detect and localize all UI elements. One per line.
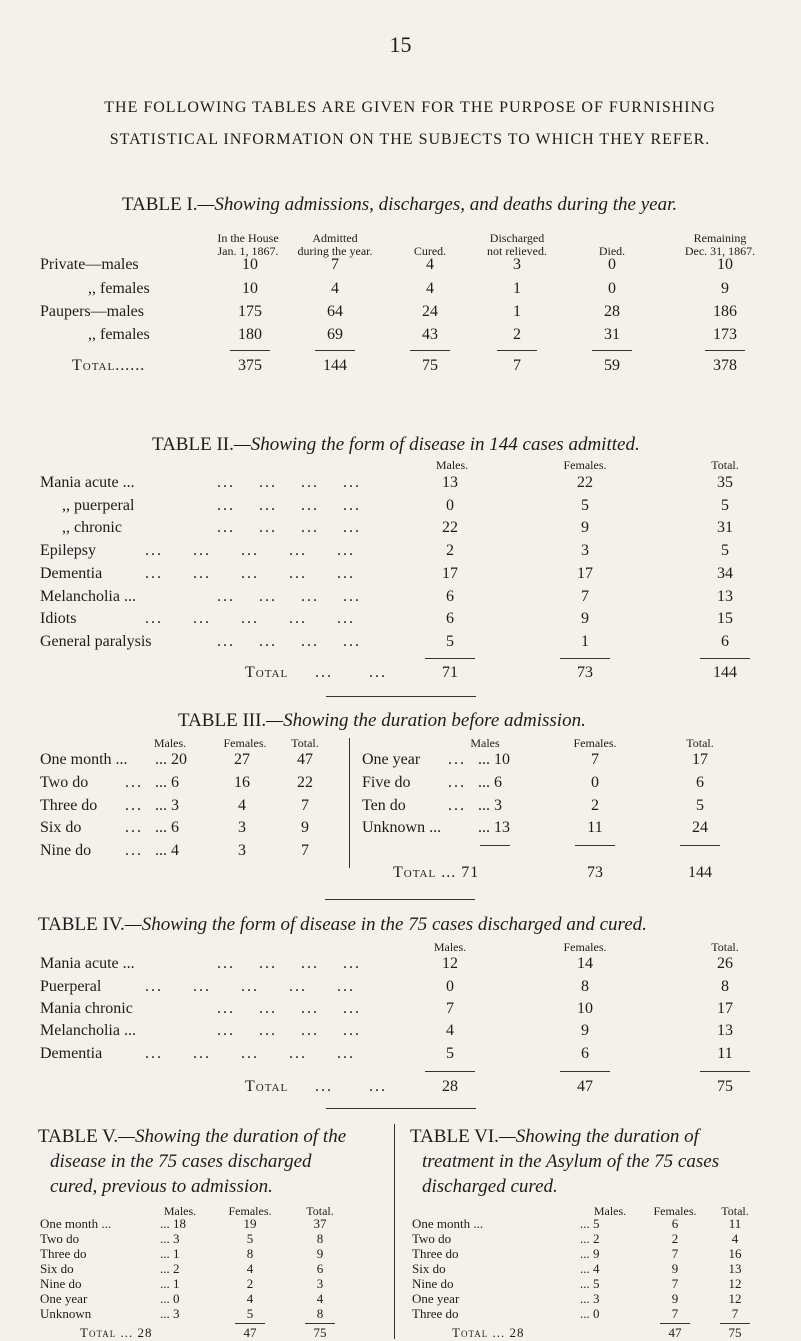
- total-value: 4: [731, 1231, 739, 1246]
- males-value: ... 3: [580, 1291, 600, 1306]
- females-value: 19: [243, 1216, 257, 1231]
- row-label: One year: [40, 1291, 88, 1306]
- sum-rule: [592, 350, 632, 351]
- t5-header-females: Females.: [228, 1204, 272, 1218]
- males-value: ... 3: [160, 1306, 180, 1321]
- total-value: 6: [316, 1261, 324, 1276]
- total-row: Total...... 375 144 75 7 59 378: [72, 357, 737, 374]
- table-row: General paralysis ... ... ... ... 5 1 6: [40, 633, 729, 650]
- sum-rule: [305, 1323, 335, 1324]
- total-value: 12: [728, 1291, 742, 1306]
- total-label: Total ... 28: [80, 1325, 153, 1340]
- sum-rule: [497, 350, 537, 351]
- sum-rule: [235, 1323, 265, 1324]
- females-value: 9: [671, 1291, 679, 1306]
- females-value: 2: [671, 1231, 679, 1246]
- table-row: Mania acute ... ... ... ... ... 12 14 26: [40, 955, 733, 972]
- males-value: ... 1: [160, 1246, 180, 1261]
- females-value: 2: [246, 1276, 254, 1291]
- females-value: 7: [671, 1306, 679, 1321]
- males-value: ... 0: [580, 1306, 600, 1321]
- t1-header-cured: Cured.: [413, 244, 447, 258]
- t2-header-total: Total.: [711, 458, 739, 472]
- table-row: ,, chronic ... ... ... ... 22 9 31: [62, 519, 733, 536]
- females-total: 47: [243, 1325, 257, 1340]
- table-row: ,, females 180 69 43 2 31 173: [88, 326, 737, 343]
- table-row: [0, 1231, 801, 1246]
- section-divider: [326, 696, 476, 697]
- table3-title: TABLE III.—Showing the duration before admission.: [178, 710, 586, 731]
- row-label: Three do: [412, 1246, 459, 1261]
- page-number: 15: [389, 32, 412, 57]
- total-value: 8: [316, 1306, 324, 1321]
- males-value: ... 5: [580, 1276, 600, 1291]
- females-value: 7: [671, 1246, 679, 1261]
- row-label: Six do: [412, 1261, 446, 1276]
- row-label: Two do: [40, 1231, 80, 1246]
- males-value: ... 2: [580, 1231, 600, 1246]
- table6-title: TABLE VI.—Showing the duration of treatment in the Asylum of the 75 cases discharged cured.: [410, 1126, 720, 1197]
- t1-header-discharged: Discharged not relieved.: [487, 231, 547, 258]
- t2-header-males: Males.: [435, 458, 469, 472]
- females-value: 9: [671, 1261, 679, 1276]
- grand-total: 75: [313, 1325, 327, 1340]
- females-total: 47: [668, 1325, 682, 1340]
- row-label: Unknown: [40, 1306, 92, 1321]
- t6-header-total: Total.: [721, 1204, 749, 1218]
- table-row: Private—males 10 7 4 3 0 10: [40, 256, 733, 273]
- sum-rule: [315, 350, 355, 351]
- total-label: Total ... 28: [452, 1325, 525, 1340]
- males-value: ... 3: [160, 1231, 180, 1246]
- table-row: Epilepsy ... ... ... ... ... 2 3 5: [40, 542, 729, 559]
- table-row: Nine do ... ... 4 3 7: [40, 842, 309, 859]
- sum-rule: [700, 1071, 750, 1072]
- t4-header-males: Males.: [433, 940, 467, 954]
- males-value: ... 4: [580, 1261, 600, 1276]
- sum-rule: [425, 658, 475, 659]
- table-row: [0, 1276, 801, 1291]
- males-value: ... 9: [580, 1246, 600, 1261]
- sum-rule: [410, 350, 450, 351]
- t6-header-males: Males.: [593, 1204, 627, 1218]
- t6-header-females: Females.: [653, 1204, 697, 1218]
- total-row: Total ... ... 71 73 144: [245, 664, 737, 681]
- table-row: [0, 1246, 801, 1261]
- table-row: ,, puerperal ... ... ... ... 0 5 5: [62, 497, 729, 514]
- t4-header-total: Total.: [711, 940, 739, 954]
- total-row: Total ... ... 28 47 75: [245, 1078, 733, 1095]
- row-label: Three do: [40, 1246, 87, 1261]
- intro-text: [40, 92, 780, 156]
- section-divider: [326, 1108, 476, 1109]
- sum-rule: [480, 845, 510, 846]
- males-value: ... 1: [160, 1276, 180, 1291]
- males-value: ... 0: [160, 1291, 180, 1306]
- table-row: Melancholia ... ... ... ... ... 6 7 13: [40, 588, 733, 605]
- table4-title: TABLE IV.—Showing the form of disease in the 75 cases discharged and cured.: [38, 914, 647, 935]
- row-label: Two do: [412, 1231, 452, 1246]
- table1-caption: —Showing admissions, discharges, and deaths during the year.: [197, 194, 678, 215]
- sum-rule: [660, 1323, 690, 1324]
- t3-header-total: Total.: [291, 736, 319, 750]
- table-row: Three do ... ... 3 4 7 Ten do ... ... 3 2 5: [40, 797, 704, 814]
- total-value: 7: [731, 1306, 739, 1321]
- row-label: Six do: [40, 1261, 74, 1276]
- row-label: One month ...: [40, 1216, 112, 1231]
- row-label: Nine do: [412, 1276, 454, 1291]
- total-value: 13: [728, 1261, 742, 1276]
- total-value: 4: [316, 1291, 324, 1306]
- t3-header-females-right: Females.: [573, 736, 617, 750]
- table-row: One month ... ... 20 27 47 One year ... ... 10 7 17: [40, 751, 708, 768]
- females-value: 5: [246, 1306, 254, 1321]
- total-row: Total ... 71 73 144: [393, 864, 712, 881]
- sum-rule: [700, 658, 750, 659]
- table-row: [0, 1261, 801, 1276]
- table-row: Idiots ... ... ... ... ... 6 9 15: [40, 610, 733, 627]
- grand-total: 75: [728, 1325, 742, 1340]
- intro-line-1: THE FOLLOWING TABLES ARE GIVEN FOR THE PURPOSE OF FURNISHING: [104, 99, 716, 116]
- total-value: 16: [728, 1246, 742, 1261]
- females-value: 4: [246, 1261, 254, 1276]
- table-row: Six do ... ... 6 3 9 Unknown ... ... 13 11 24: [40, 819, 708, 836]
- table-row: [0, 1216, 801, 1231]
- t5-header-total: Total.: [306, 1204, 334, 1218]
- males-value: ... 18: [160, 1216, 186, 1231]
- t1-header-admitted: Admitted during the year.: [297, 231, 373, 258]
- males-value: ... 2: [160, 1261, 180, 1276]
- sum-rule: [560, 1071, 610, 1072]
- table2-title: TABLE II.—Showing the form of disease in 144 cases admitted.: [152, 434, 640, 455]
- table-row: Melancholia ... ... ... ... ... 4 9 13: [40, 1022, 733, 1039]
- t2-header-females: Females.: [563, 458, 607, 472]
- table-row: Mania acute ... ... ... ... ... 13 22 35: [40, 474, 733, 491]
- females-value: 7: [671, 1276, 679, 1291]
- row-label: One month ...: [412, 1216, 484, 1231]
- table-row: Dementia ... ... ... ... ... 5 6 11: [40, 1045, 733, 1062]
- t5-header-males: Males.: [163, 1204, 197, 1218]
- table5-title: TABLE V.—Showing the duration of the disease in the 75 cases discharged cured, previous to admission.: [38, 1126, 347, 1197]
- sum-rule: [720, 1323, 750, 1324]
- total-value: 37: [313, 1216, 327, 1231]
- t3-header-males-right: Males: [470, 736, 500, 750]
- females-value: 5: [246, 1231, 254, 1246]
- table-row: [0, 1306, 801, 1321]
- table-row: ,, females 10 4 4 1 0 9: [88, 280, 729, 297]
- intro-line-2: STATISTICAL INFORMATION ON THE SUBJECTS TO WHICH THEY REFER.: [109, 131, 711, 148]
- t1-header-remaining: Remaining Dec. 31, 1867.: [684, 231, 756, 258]
- t1-header-in-house: In the House Jan. 1, 1867.: [217, 231, 279, 258]
- males-value: ... 5: [580, 1216, 600, 1231]
- total-value: 11: [728, 1216, 742, 1231]
- females-value: 6: [671, 1216, 679, 1231]
- sum-rule: [425, 1071, 475, 1072]
- total-value: 12: [728, 1276, 742, 1291]
- table-row: Puerperal ... ... ... ... ... 0 8 8: [40, 978, 729, 995]
- row-label: Three do: [412, 1306, 459, 1321]
- table-row: Mania chronic ... ... ... ... 7 10 17: [40, 1000, 733, 1017]
- t1-header-died: Died.: [598, 244, 626, 258]
- sum-rule: [560, 658, 610, 659]
- section-divider: [325, 899, 475, 900]
- sum-rule: [705, 350, 745, 351]
- t4-header-females: Females.: [563, 940, 607, 954]
- females-value: 4: [246, 1291, 254, 1306]
- table1-title: [122, 194, 677, 216]
- table-row: [0, 1291, 801, 1306]
- row-label: One year: [412, 1291, 460, 1306]
- table-row: Two do ... ... 6 16 22 Five do ... ... 6 0 6: [40, 774, 704, 791]
- table-row: Dementia ... ... ... ... ... 17 17 34: [40, 565, 733, 582]
- sum-rule: [575, 845, 615, 846]
- sum-rule: [230, 350, 270, 351]
- table-row: Paupers—males 175 64 24 1 28 186: [40, 303, 737, 320]
- total-row: [0, 1325, 801, 1340]
- total-value: 3: [316, 1276, 324, 1291]
- t3-header-males: Males.: [153, 736, 187, 750]
- t3-header-females: Females.: [223, 736, 267, 750]
- total-value: 9: [316, 1246, 324, 1261]
- row-label: Nine do: [40, 1276, 82, 1291]
- t3-header-total-right: Total.: [686, 736, 714, 750]
- total-value: 8: [316, 1231, 324, 1246]
- table1-label: TABLE I.: [122, 194, 198, 215]
- females-value: 8: [246, 1246, 254, 1261]
- sum-rule: [680, 845, 720, 846]
